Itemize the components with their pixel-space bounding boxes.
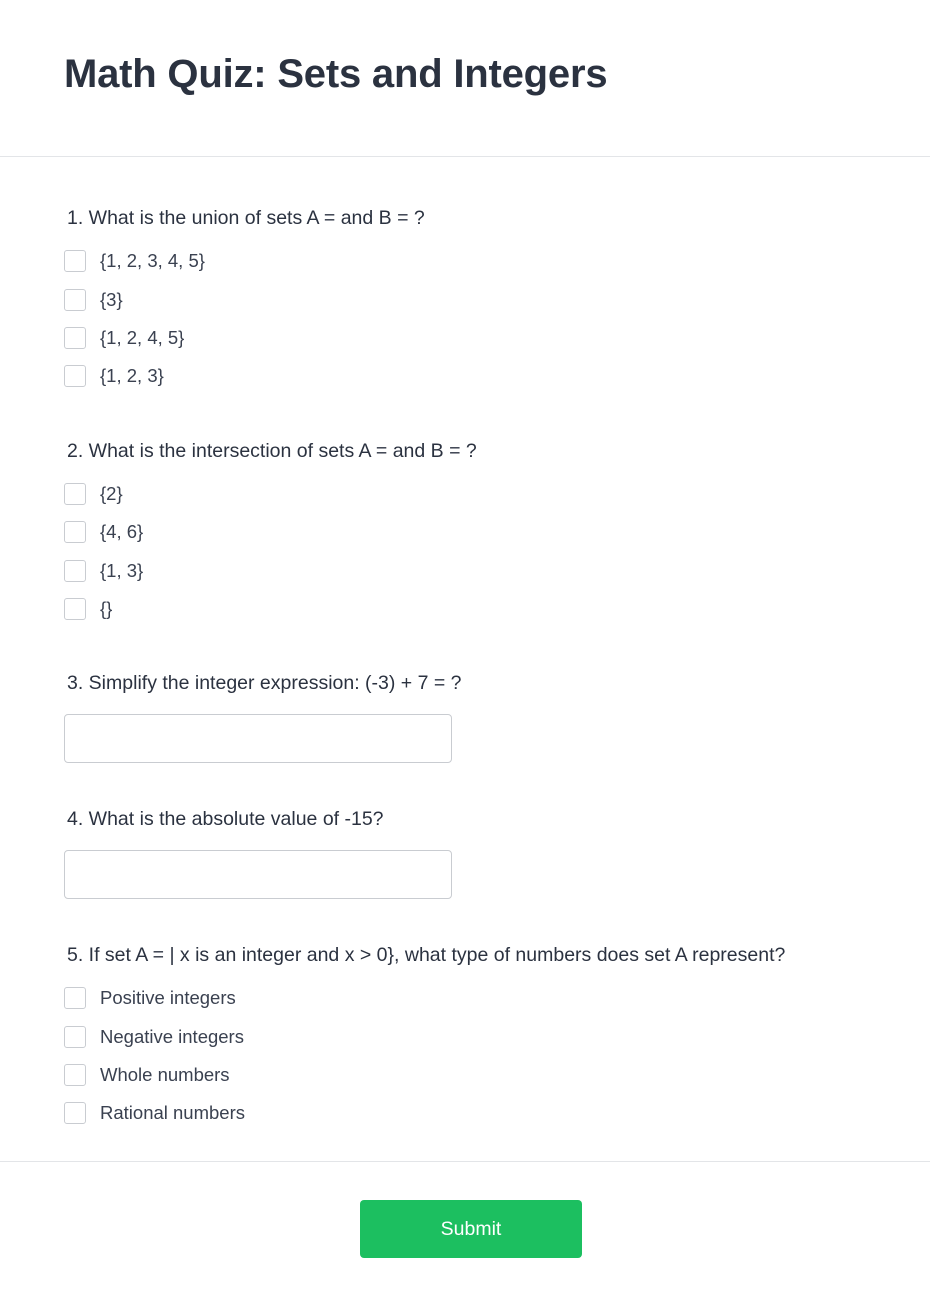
question-2-option-4[interactable] [64,596,112,622]
option-label: {4, 6} [100,521,144,542]
option-label: Negative integers [100,1026,244,1047]
question-5-option-4[interactable] [64,1100,245,1126]
checkbox[interactable] [64,598,86,620]
question-3-answer-input[interactable] [64,714,452,763]
question-2-text: 2. What is the intersection of sets A = and B = ? [67,440,477,462]
question-1-option-1[interactable] [64,248,205,274]
question-1-text: 1. What is the union of sets A = and B = ? [67,207,425,229]
question-2-option-2[interactable] [64,519,143,545]
submit-button[interactable]: Submit [360,1200,582,1258]
option-label: {1, 2, 3, 4, 5} [100,250,205,271]
page-header [0,0,930,157]
checkbox[interactable] [64,327,86,349]
checkbox[interactable] [64,521,86,543]
footer-divider [0,1161,930,1162]
checkbox[interactable] [64,987,86,1009]
question-1-option-4[interactable] [64,363,164,389]
option-label: {1, 2, 3} [100,365,164,386]
question-2-option-3[interactable] [64,558,143,584]
question-5-option-3[interactable] [64,1062,230,1088]
question-1-option-2[interactable] [64,287,123,313]
option-label: {1, 3} [100,560,144,581]
question-4-text: 4. What is the absolute value of -15? [67,808,384,830]
checkbox[interactable] [64,1064,86,1086]
option-label: Positive integers [100,987,236,1008]
question-2-option-1[interactable] [64,481,123,507]
checkbox[interactable] [64,1026,86,1048]
checkbox[interactable] [64,289,86,311]
option-label: {2} [100,483,123,504]
question-5-option-1[interactable] [64,985,236,1011]
checkbox[interactable] [64,483,86,505]
option-label: {} [100,598,113,619]
question-5-text: 5. If set A = | x is an integer and x > 0}, what type of numbers does set A represent? [67,944,786,966]
option-label: Rational numbers [100,1102,245,1123]
option-label: {3} [100,289,123,310]
option-label: Whole numbers [100,1064,230,1085]
checkbox[interactable] [64,560,86,582]
checkbox[interactable] [64,250,86,272]
question-1-option-3[interactable] [64,325,184,351]
page-title: Math Quiz: Sets and Integers [64,52,608,96]
option-label: {1, 2, 4, 5} [100,327,185,348]
checkbox[interactable] [64,1102,86,1124]
question-4-answer-input[interactable] [64,850,452,899]
question-5-option-2[interactable] [64,1024,244,1050]
checkbox[interactable] [64,365,86,387]
question-3-text: 3. Simplify the integer expression: (-3) + 7 = ? [67,672,462,694]
